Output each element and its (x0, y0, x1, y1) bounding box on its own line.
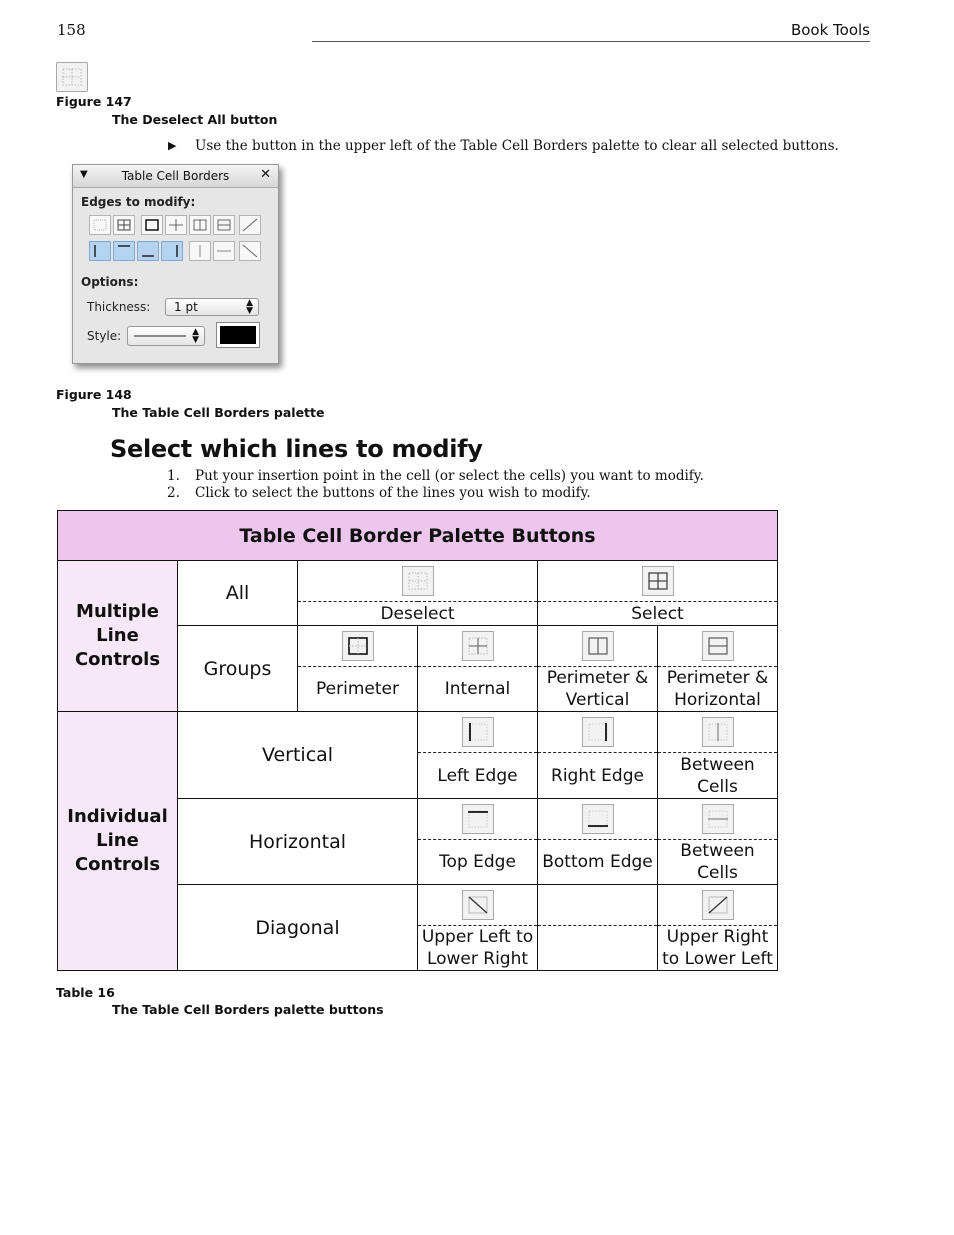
table-cell-borders-palette (72, 164, 279, 364)
deselect-all-icon (402, 566, 434, 596)
row-label-diagonal: Diagonal (178, 885, 418, 971)
button-label: Upper Right to Lower Left (658, 926, 778, 971)
palette-title: Table Cell Borders (121, 169, 230, 183)
perimeter-icon (342, 631, 374, 661)
button-label: Between Cells (658, 840, 778, 885)
button-label: Perimeter (298, 667, 418, 712)
icon-cell (418, 712, 538, 753)
palette-deselect-button[interactable] (89, 215, 111, 235)
palette-right-edge-button[interactable] (161, 241, 183, 261)
row-label-vertical: Vertical (178, 712, 418, 799)
palette-between-horizontal-button[interactable] (213, 241, 235, 261)
icon-cell (538, 799, 658, 840)
button-label: Between Cells (658, 753, 778, 799)
step-text: Put your insertion point in the cell (or select the cells) you want to modify. (195, 468, 704, 484)
bullet-triangle-icon: ▶ (168, 139, 177, 152)
button-label: Internal (418, 667, 538, 712)
select-all-icon (642, 566, 674, 596)
thickness-value: 1 pt (174, 300, 198, 314)
step-number: 1. (167, 468, 180, 484)
figure-147-title: The Deselect All button (112, 112, 278, 127)
between-cells-vertical-icon (702, 717, 734, 747)
row-label-groups: Groups (178, 626, 298, 712)
diagonal-down-icon (462, 890, 494, 920)
button-label: Select (538, 602, 778, 626)
table-16-title: The Table Cell Borders palette buttons (112, 1002, 384, 1017)
palette-left-edge-button[interactable] (89, 241, 111, 261)
palette-top-edge-button[interactable] (113, 241, 135, 261)
perimeter-horizontal-icon (702, 631, 734, 661)
group-multiple-line-controls: Multiple Line Controls (58, 561, 178, 712)
close-icon[interactable]: ✕ (260, 167, 271, 182)
thickness-select[interactable] (165, 298, 259, 316)
palette-internal-button[interactable] (165, 215, 187, 235)
palette-between-vertical-button[interactable] (189, 241, 211, 261)
step-number: 2. (167, 485, 180, 501)
icon-cell (658, 799, 778, 840)
diagonal-up-icon (702, 890, 734, 920)
style-label: Style: (87, 329, 122, 343)
button-label: Upper Left to Lower Right (418, 926, 538, 971)
icon-cell (538, 626, 658, 667)
perimeter-vertical-icon (582, 631, 614, 661)
group-individual-line-controls: Individual Line Controls (58, 712, 178, 971)
edges-label: Edges to modify: (81, 195, 196, 209)
button-label: Perimeter & Horizontal (658, 667, 778, 712)
style-select[interactable] (127, 326, 205, 346)
palette-bottom-edge-button[interactable] (137, 241, 159, 261)
bullet-text: Use the button in the upper left of the Table Cell Borders palette to clear all selected buttons. (195, 138, 839, 154)
thickness-label: Thickness: (87, 300, 151, 314)
collapse-triangle-icon[interactable]: ▼ (80, 169, 88, 180)
button-label: Perimeter & Vertical (538, 667, 658, 712)
page-number: 158 (57, 21, 86, 39)
palette-perimeter-vertical-button[interactable] (189, 215, 211, 235)
button-label: Deselect (298, 602, 538, 626)
palette-diagonal-up-button[interactable] (239, 215, 261, 235)
icon-cell (658, 712, 778, 753)
icon-cell (418, 626, 538, 667)
icon-cell (298, 626, 418, 667)
options-label: Options: (81, 275, 139, 289)
step-text: Click to select the buttons of the lines you wish to modify. (195, 485, 591, 501)
between-cells-horizontal-icon (702, 804, 734, 834)
palette-perimeter-button[interactable] (141, 215, 163, 235)
deselect-all-icon (56, 62, 88, 92)
top-edge-icon (462, 804, 494, 834)
button-label: Left Edge (418, 753, 538, 799)
figure-148-title: The Table Cell Borders palette (112, 405, 325, 420)
icon-cell-empty (538, 885, 658, 926)
palette-perimeter-horizontal-button[interactable] (213, 215, 235, 235)
icon-cell (298, 561, 538, 602)
row-label-all: All (178, 561, 298, 626)
figure-147-label: Figure 147 (56, 94, 132, 109)
header-rule (312, 41, 870, 42)
button-label (538, 926, 658, 971)
running-head: Book Tools (790, 21, 870, 39)
stepper-arrows-icon: ▲ ▼ (192, 327, 199, 345)
table-16-label: Table 16 (56, 985, 115, 1000)
figure-148-label: Figure 148 (56, 387, 132, 402)
section-heading: Select which lines to modify (110, 435, 483, 463)
stepper-arrows-icon: ▲ ▼ (246, 298, 253, 316)
palette-select-all-button[interactable] (113, 215, 135, 235)
color-well[interactable] (216, 322, 260, 348)
palette-buttons-table (57, 510, 778, 971)
icon-cell (418, 885, 538, 926)
icon-cell (658, 626, 778, 667)
table-title: Table Cell Border Palette Buttons (58, 511, 778, 561)
icon-cell (538, 561, 778, 602)
palette-diagonal-down-button[interactable] (239, 241, 261, 261)
icon-cell (538, 712, 658, 753)
button-label: Right Edge (538, 753, 658, 799)
internal-lines-icon (462, 631, 494, 661)
button-label: Bottom Edge (538, 840, 658, 885)
left-edge-icon (462, 717, 494, 747)
palette-titlebar (73, 165, 278, 188)
row-label-horizontal: Horizontal (178, 799, 418, 885)
bottom-edge-icon (582, 804, 614, 834)
color-swatch (220, 326, 256, 344)
icon-cell (658, 885, 778, 926)
button-label: Top Edge (418, 840, 538, 885)
icon-cell (418, 799, 538, 840)
right-edge-icon (582, 717, 614, 747)
